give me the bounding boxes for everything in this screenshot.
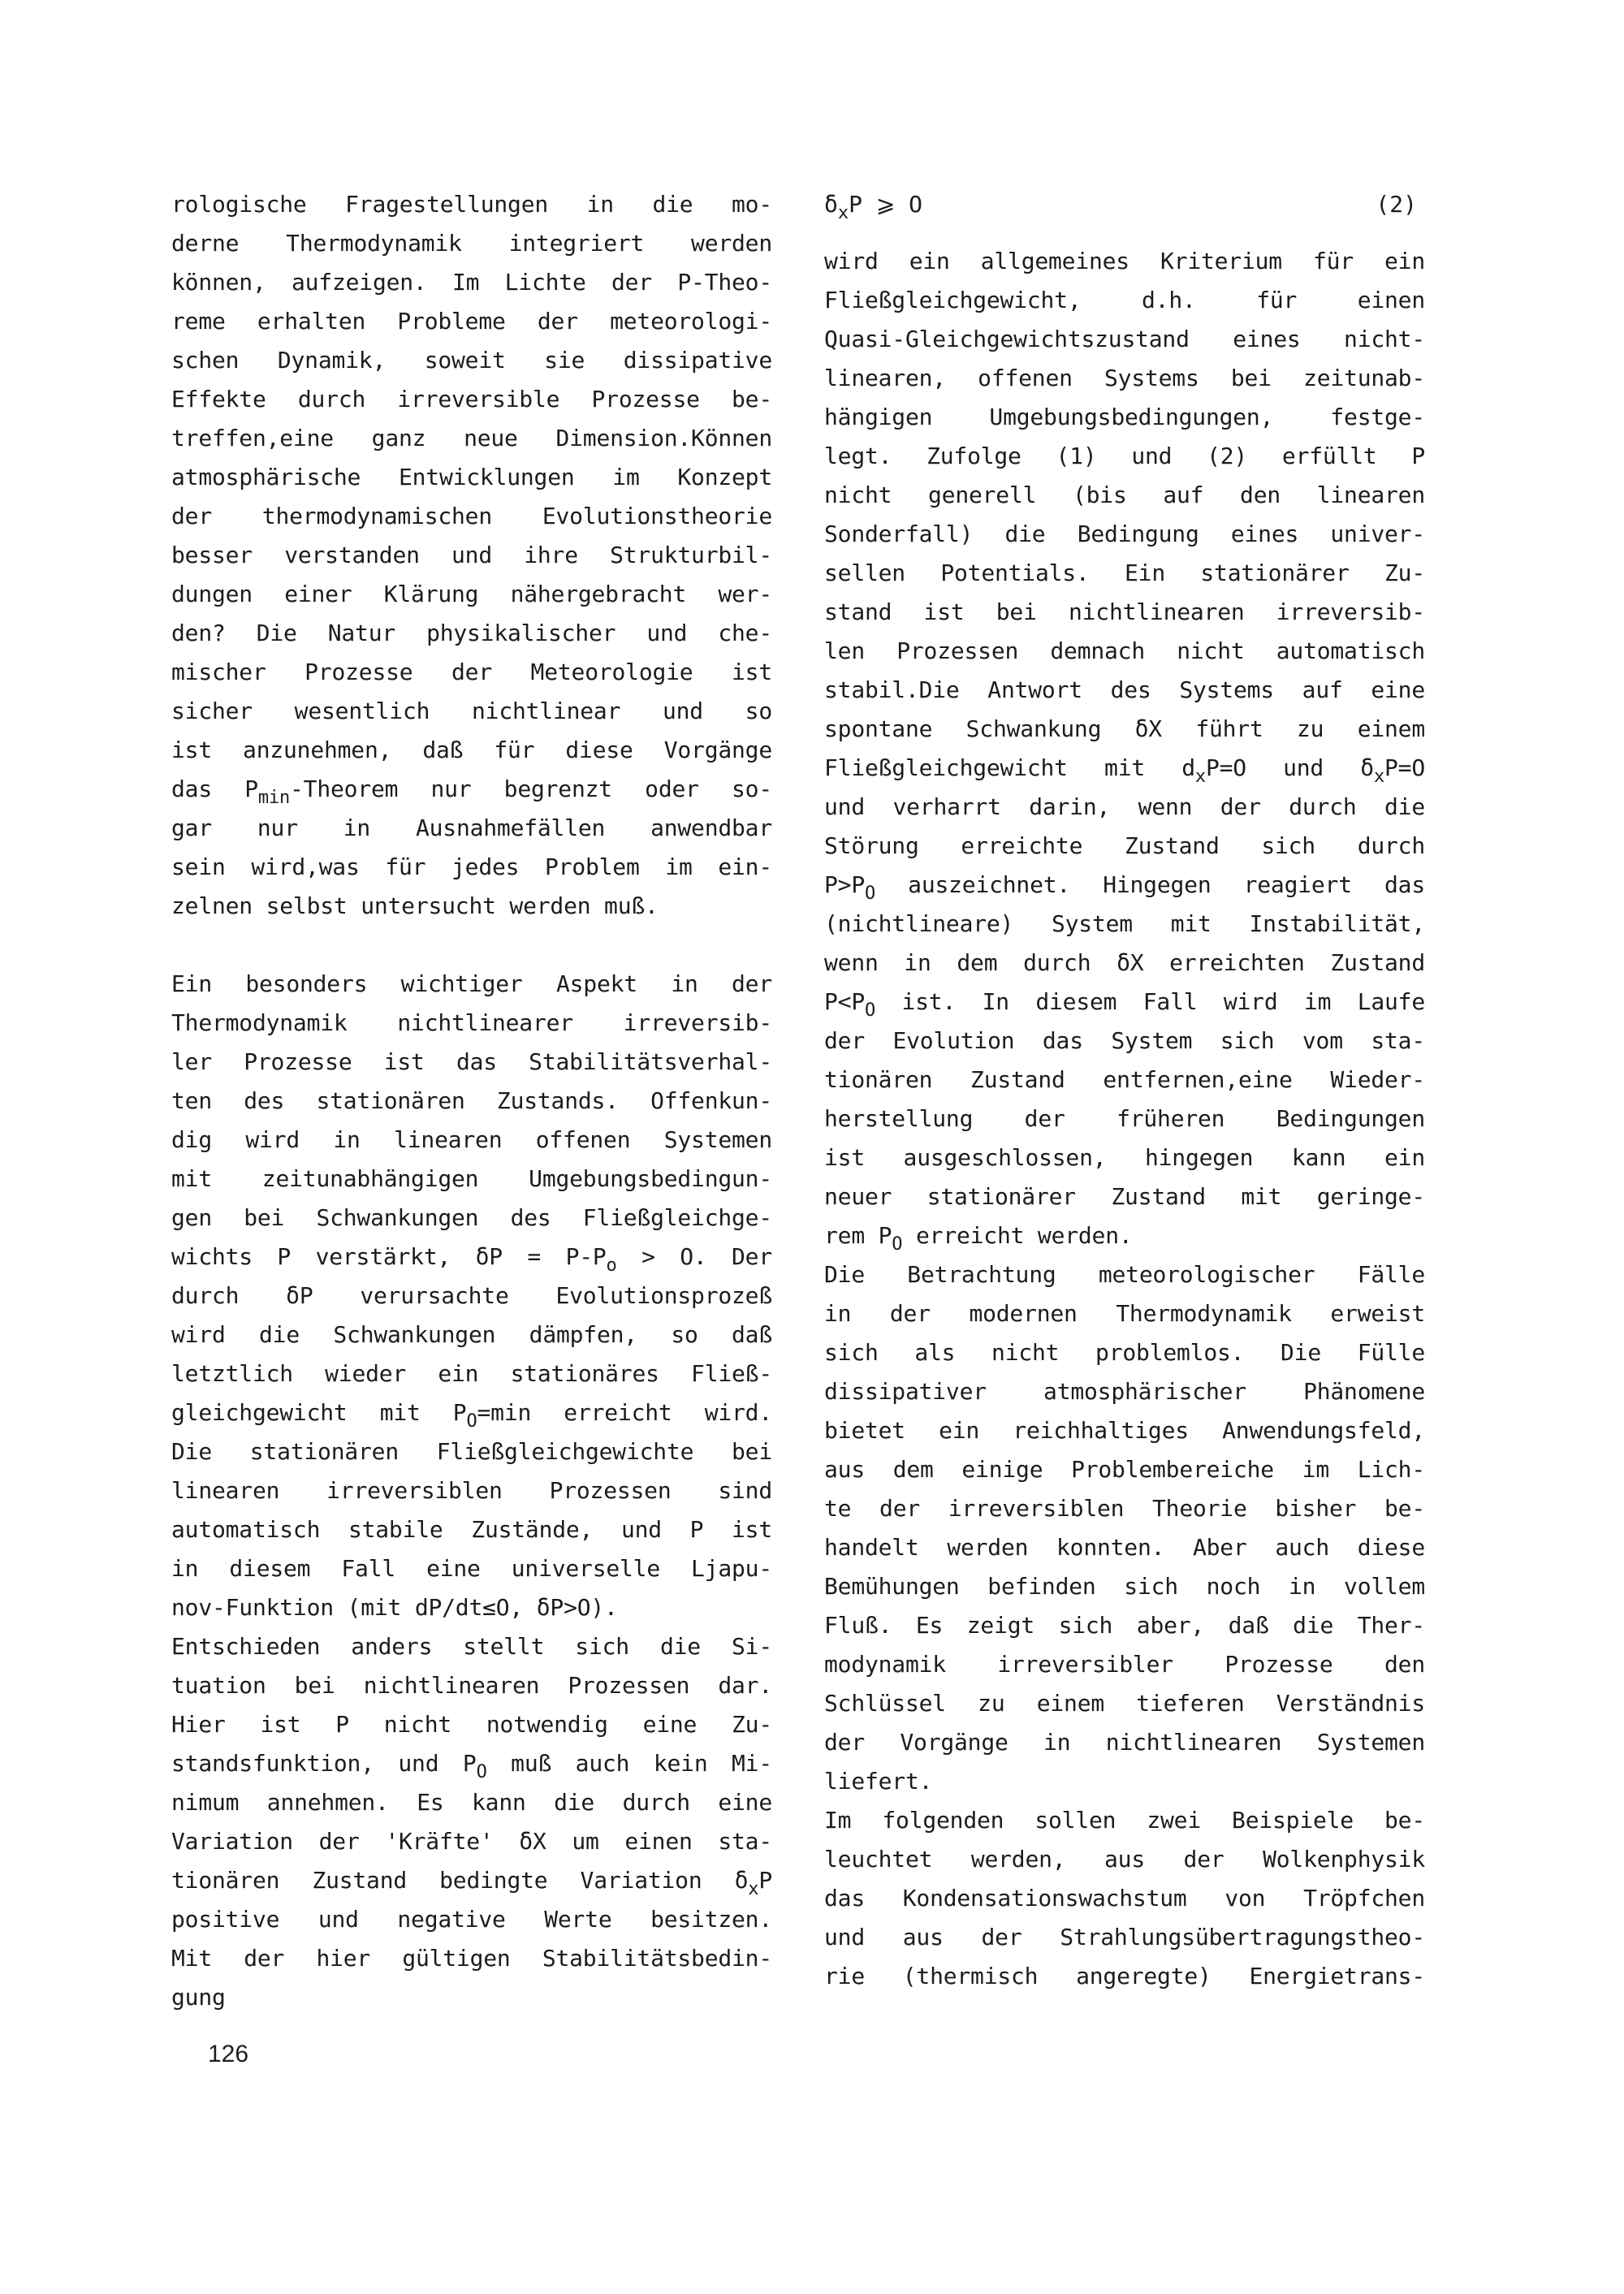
text-line: ler Prozesse ist das Stabilitätsverhal- (171, 1048, 772, 1075)
text-line: Die stationären Fließgleichgewichte bei (171, 1438, 772, 1465)
right-para1-c (824, 905, 1425, 983)
text-line: Fließgleichgewicht, d.h. für einen (824, 287, 1425, 313)
text-line: mischer Prozesse der Meteorologie ist (171, 659, 772, 685)
text-line: bietet ein reichhaltiges Anwendungsfeld, (824, 1417, 1425, 1444)
equation-number: (2) (1376, 191, 1417, 218)
text-line: rie (thermisch angeregte) Energietrans- (824, 1963, 1425, 1989)
text-line: herstellung der früheren Bedingungen (824, 1105, 1425, 1132)
text-line: automatisch stabile Zustände, und P ist (171, 1516, 772, 1543)
left-para1 (171, 185, 772, 770)
equation-body: $\delta_xP$ ⩾ O (824, 191, 922, 223)
text-line: schen Dynamik, soweit sie dissipative (171, 347, 772, 374)
text-line: stabil.Die Antwort des Systems auf eine (824, 676, 1425, 703)
text-line: Effekte durch irreversible Prozesse be- (171, 386, 772, 413)
wichts-line: wichts P verstärkt, $\delta P = P-P_o > O$. Der (171, 1243, 772, 1276)
text-line: rologische Fragestellungen in die mo- (171, 191, 772, 218)
text-line: Bemühungen befinden sich noch in vollem (824, 1573, 1425, 1600)
text-line: wird die Schwankungen dämpfen, so daß (171, 1321, 772, 1348)
text-line: legt. Zufolge (1) und (2) erfüllt P (824, 443, 1425, 469)
pmin-line: das $P_{min}$-Theorem nur begrenzt oder so- (171, 775, 772, 808)
right-para3 (824, 1801, 1425, 1996)
text-line: der Evolution das System sich vom sta- (824, 1027, 1425, 1054)
text-line: reme erhalten Probleme der meteorologi- (171, 308, 772, 335)
text-line: den? Die Natur physikalischer und che- (171, 620, 772, 646)
text-line: ten des stationären Zustands. Offenkun- (171, 1087, 772, 1114)
ppo-line-1: $P>P_O$ auszeichnet. Hingegen reagiert das (824, 871, 1425, 904)
right-para1 (824, 242, 1425, 749)
text-line: dungen einer Klärung nähergebracht wer- (171, 581, 772, 607)
ppo-line-2: $P<P_O$ ist. In diesem Fall wird im Laufe (824, 988, 1425, 1021)
text-line: wenn in dem durch δX erreichten Zustand (824, 949, 1425, 976)
text-line: Thermodynamik nichtlinearer irreversib- (171, 1009, 772, 1036)
text-line: und aus der Strahlungsübertragungstheo- (824, 1924, 1425, 1951)
text-line: handelt werden konnten. Aber auch diese (824, 1534, 1425, 1561)
equation-2 (824, 185, 1425, 242)
left-para2-e (171, 1900, 772, 1978)
dx-line: Fließgleichgewicht mit $d_xP=O$ und $\delta_xP=O$ (824, 754, 1425, 787)
text-line: len Prozessen demnach nicht automatisch (824, 637, 1425, 664)
text-line: durch δP verursachte Evolutionsprozeß (171, 1282, 772, 1309)
text-line: wird ein allgemeines Kriterium für ein (824, 248, 1425, 274)
left-last-line: gung (171, 1984, 226, 2011)
text-line: sicher wesentlich nichtlinear und so (171, 698, 772, 724)
text-line: leuchtet werden, aus der Wolkenphysik (824, 1846, 1425, 1873)
right-para2 (824, 1255, 1425, 1762)
text-line: spontane Schwankung δX führt zu einem (824, 715, 1425, 742)
text-line: aus dem einige Problembereiche im Lich- (824, 1456, 1425, 1483)
text-line: linearen, offenen Systems bei zeitunab- (824, 365, 1425, 391)
text-line: der Vorgänge in nichtlinearen Systemen (824, 1729, 1425, 1756)
text-line: tionären Zustand entfernen,eine Wieder- (824, 1066, 1425, 1093)
text-line: modynamik irreversibler Prozesse den (824, 1651, 1425, 1678)
text-line: Quasi-Gleichgewichtszustand eines nicht- (824, 326, 1425, 352)
left-column (171, 185, 772, 2017)
right-column (824, 185, 1425, 1996)
text-line: sellen Potentials. Ein stationärer Zu- (824, 559, 1425, 586)
text-line: sich als nicht problemlos. Die Fülle (824, 1339, 1425, 1366)
zustands-line: standsfunktion, und $P_O$ muß auch kein Mi- (171, 1750, 772, 1782)
left-para1-end (171, 809, 772, 926)
page-number: 126 (208, 2041, 249, 2067)
text-line: und verharrt darin, wenn der durch die (824, 793, 1425, 820)
text-line: tuation bei nichtlinearen Prozessen dar. (171, 1672, 772, 1699)
text-line: Fluß. Es zeigt sich aber, daß die Ther- (824, 1612, 1425, 1639)
text-line: Störung erreichte Zustand sich durch (824, 832, 1425, 859)
text-line: (nichtlineare) System mit Instabilität, (824, 910, 1425, 937)
text-line: Sonderfall) die Bedingung eines univer- (824, 521, 1425, 547)
text-line: nicht generell (bis auf den linearen (824, 482, 1425, 508)
text-line: Hier ist P nicht notwendig eine Zu- (171, 1711, 772, 1738)
text-line: nimum annehmen. Es kann die durch eine (171, 1789, 772, 1816)
text-line: hängigen Umgebungsbedingungen, festge- (824, 404, 1425, 430)
text-line: positive und negative Werte besitzen. (171, 1906, 772, 1933)
text-line: Entschieden anders stellt sich die Si- (171, 1633, 772, 1660)
text-line: Variation der 'Kräfte' δX um einen sta- (171, 1828, 772, 1855)
text-line: ist ausgeschlossen, hingegen kann ein (824, 1144, 1425, 1171)
right-para1-d (824, 1022, 1425, 1216)
text-line: te der irreversiblen Theorie bisher be- (824, 1495, 1425, 1522)
text-line: können, aufzeigen. Im Lichte der P-Theo- (171, 269, 772, 296)
text-line: besser verstanden und ihre Strukturbil- (171, 542, 772, 568)
text-line: ist anzunehmen, daß für diese Vorgänge (171, 737, 772, 763)
text-line: mit zeitunabhängigen Umgebungsbedingun- (171, 1165, 772, 1192)
text-line: in der modernen Thermodynamik erweist (824, 1300, 1425, 1327)
left-para2-d (171, 1783, 772, 1861)
text-line: linearen irreversiblen Prozessen sind (171, 1477, 772, 1504)
right-para1-b (824, 788, 1425, 866)
left-para2-c (171, 1432, 772, 1744)
text-line: treffen,eine ganz neue Dimension.Können (171, 425, 772, 451)
text-line: Mit der hier gültigen Stabilitätsbedin- (171, 1945, 772, 1972)
text-line: zelnen selbst untersucht werden muß. (171, 892, 659, 919)
text-line: atmosphärische Entwicklungen im Konzept (171, 464, 772, 490)
text-line: neuer stationärer Zustand mit geringe- (824, 1183, 1425, 1210)
text-line: in diesem Fall eine universelle Ljapu- (171, 1555, 772, 1582)
text-line: letztlich wieder ein stationäres Fließ- (171, 1360, 772, 1387)
text-line: Im folgenden sollen zwei Beispiele be- (824, 1807, 1425, 1834)
right-para2-last: liefert. (824, 1768, 933, 1795)
text-line: dissipativer atmosphärischer Phänomene (824, 1378, 1425, 1405)
text-line: der thermodynamischen Evolutionstheorie (171, 503, 772, 529)
text-line: gar nur in Ausnahmefällen anwendbar (171, 814, 772, 841)
left-para2 (171, 965, 772, 1238)
text-line: Schlüssel zu einem tieferen Verständnis (824, 1690, 1425, 1717)
text-line: Die Betrachtung meteorologischer Fälle (824, 1261, 1425, 1288)
text-line: derne Thermodynamik integriert werden (171, 230, 772, 257)
text-line: gen bei Schwankungen des Fließgleichge- (171, 1204, 772, 1231)
text-line: das Kondensationswachstum von Tröpfchen (824, 1885, 1425, 1912)
left-para2-b (171, 1277, 772, 1393)
variation-line: tionären Zustand bedingte Variation $\delta_xP$ (171, 1867, 772, 1899)
text-line: nov-Funktion (mit dP/dt≤O, δP>O). (171, 1594, 618, 1621)
text-line: stand ist bei nichtlinearen irreversib- (824, 598, 1425, 625)
gleich-line: gleichgewicht mit $P_O=\min$ erreicht wird. (171, 1399, 772, 1432)
text-line: Ein besonders wichtiger Aspekt in der (171, 970, 772, 997)
text-line: sein wird,was für jedes Problem im ein- (171, 853, 772, 880)
rem-line: rem $P_O$ erreicht werden. (824, 1222, 1133, 1255)
text-line: dig wird in linearen offenen Systemen (171, 1126, 772, 1153)
